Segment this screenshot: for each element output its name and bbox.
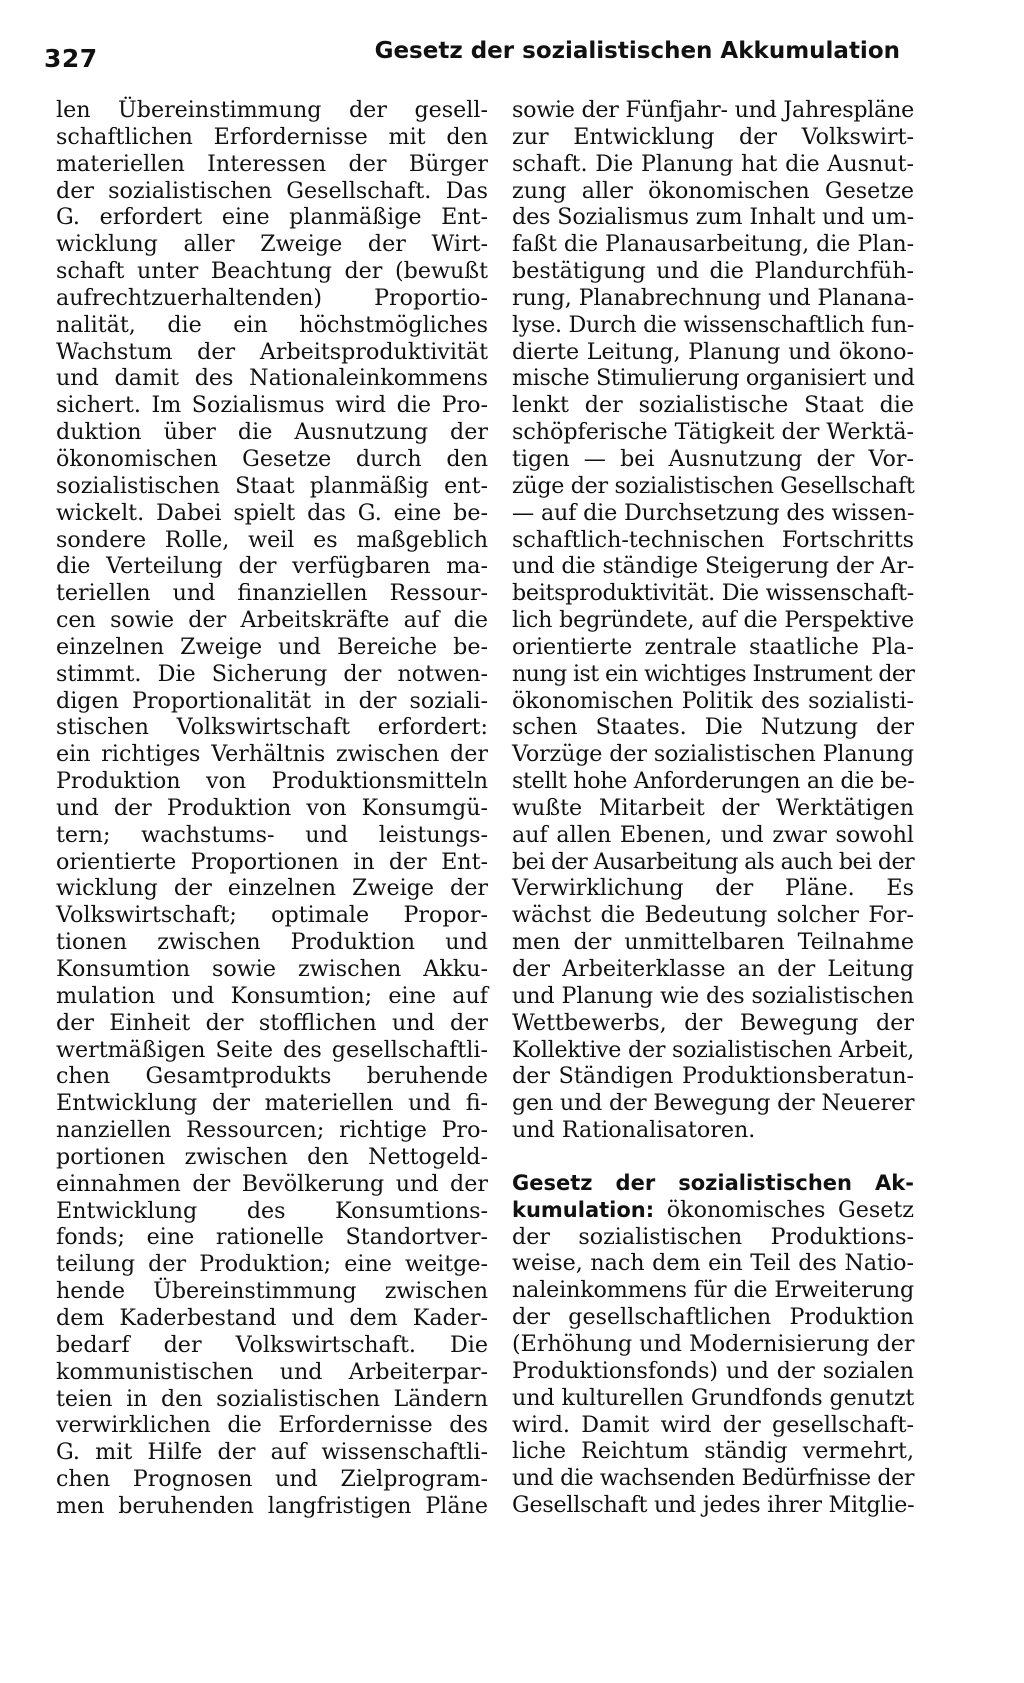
text-line: len Übereinstimmung der gesell-	[56, 97, 488, 123]
text-line: schen Staates. Die Nutzung der	[512, 714, 914, 741]
running-head: Gesetz der sozialistischen Akkumulation	[374, 38, 900, 64]
text-line: sondere Rolle, weil es maßgeblich	[56, 526, 488, 553]
text-line: der Einheit der stofflichen und der	[56, 1009, 488, 1036]
text-line: men beruhenden langfristigen Pläne	[56, 1492, 488, 1519]
text-line: — auf die Durchsetzung des wissen-	[512, 499, 915, 526]
text-line: wertmäßigen Seite des gesellschaftli-	[56, 1036, 488, 1063]
text-line: Gesellschaft und jedes ihrer Mitglie-	[512, 1492, 915, 1519]
text-line: beitsproduktivität. Die wissenschaft-	[512, 580, 914, 607]
text-line: tern; wachstums- und leistungs-	[56, 821, 488, 848]
text-line: auf allen Ebenen, und zwar sowohl	[512, 821, 914, 848]
page-number: 327	[44, 44, 98, 73]
text-line: G. mit Hilfe der auf wissenschaftli-	[56, 1439, 488, 1466]
text-line: Produktionsfonds) und der sozialen	[512, 1357, 914, 1384]
text-line: züge der sozialistischen Gesellschaft	[512, 472, 915, 499]
text-line: und Planung wie des sozialistischen	[512, 982, 914, 1009]
text-line: sichert. Im Sozialismus wird die Pro-	[56, 392, 488, 419]
text-line: wird. Damit wird der gesellschaft-	[512, 1411, 914, 1438]
page-header	[44, 38, 900, 78]
text-line: der gesellschaftlichen Produktion	[512, 1304, 914, 1331]
text-line: rung, Planabrechnung und Planana-	[512, 284, 914, 311]
text-line: duktion über die Ausnutzung der	[56, 419, 488, 446]
left-column	[56, 97, 488, 1520]
text-line: und die wachsenden Bedürfnisse der	[512, 1465, 914, 1492]
text-line: stellt hohe Anforderungen an die be-	[512, 768, 915, 795]
text-line: sozialistischen Staat planmäßig ent-	[56, 472, 488, 499]
text-line: stimmt. Die Sicherung der notwen-	[56, 660, 488, 687]
text-line: teriellen und finanziellen Ressour-	[56, 580, 488, 607]
text-line: Kollektive der sozialistischen Arbeit,	[512, 1036, 914, 1063]
text-line: gen und der Bewegung der Neuerer	[512, 1090, 915, 1117]
entry-term-continued: kumulation:	[512, 1197, 655, 1222]
text-line: schaftlichen Erfordernisse mit den	[56, 123, 488, 150]
text-line: mische Stimulierung organisiert und	[512, 365, 915, 392]
text-line: stischen Volkswirtschaft erfordert:	[56, 714, 488, 741]
entry-definition-start: ökonomisches Gesetz	[654, 1196, 914, 1223]
text-line: weise, nach dem ein Teil des Natio-	[512, 1250, 914, 1277]
text-line: sowie der Fünfjahr- und Jahrespläne	[512, 97, 914, 123]
text-line: chen Prognosen und Zielprogram-	[56, 1466, 488, 1493]
right-column	[512, 97, 914, 1519]
text-line: fonds; eine rationelle Standortver-	[56, 1224, 488, 1251]
text-line: dierte Leitung, Planung und ökono-	[512, 338, 914, 365]
text-line: naleinkommens für die Erweiterung	[512, 1277, 915, 1304]
text-line: tionen zwischen Produktion und	[56, 929, 488, 956]
text-line: wächst die Bedeutung solcher For-	[512, 902, 914, 929]
text-line: dem Kaderbestand und dem Kader-	[56, 1304, 488, 1331]
text-line: Verwirklichung der Pläne. Es	[512, 875, 914, 902]
text-line: schaft. Die Planung hat die Ausnut-	[512, 150, 914, 177]
text-line: teien in den sozialistischen Ländern	[56, 1385, 488, 1412]
text-line: nung ist ein wichtiges Instrument der	[512, 660, 915, 687]
text-line: ein richtiges Verhältnis zwischen der	[56, 741, 488, 768]
text-line: orientierte zentrale staatliche Pla-	[512, 633, 914, 660]
text-line: bedarf der Volkswirtschaft. Die	[56, 1331, 488, 1358]
text-line: orientierte Proportionen in der Ent-	[56, 848, 488, 875]
text-line: schöpferische Tätigkeit der Werktä-	[512, 419, 914, 446]
text-line: wickelt. Dabei spielt das G. eine be-	[56, 499, 488, 526]
text-line: zur Entwicklung der Volkswirt-	[512, 123, 914, 150]
text-line: lyse. Durch die wissenschaftlich fun-	[512, 311, 915, 338]
text-line: verwirklichen die Erfordernisse des	[56, 1412, 488, 1439]
text-line: Wettbewerbs, der Bewegung der	[512, 1009, 914, 1036]
text-line: zung aller ökonomischen Gesetze	[512, 177, 914, 204]
text-line: mulation und Konsumtion; eine auf	[56, 982, 488, 1009]
text-line: Entwicklung des Konsumtions-	[56, 1197, 488, 1224]
text-line: materiellen Interessen der Bürger	[56, 150, 488, 177]
text-line: nalität, die ein höchstmögliches	[56, 311, 488, 338]
text-line: und kulturellen Grundfonds genutzt	[512, 1384, 915, 1411]
text-line: nanziellen Ressourcen; richtige Pro-	[56, 1117, 488, 1144]
text-line: wicklung aller Zweige der Wirt-	[56, 231, 488, 258]
entry-term-line	[512, 1170, 914, 1197]
text-line: Konsumtion sowie zwischen Akku-	[56, 956, 488, 982]
text-line: (Erhöhung und Modernisierung der	[512, 1330, 915, 1357]
text-line: bei der Ausarbeitung als auch bei der	[512, 848, 914, 875]
text-line: portionen zwischen den Nettogeld-	[56, 1143, 488, 1170]
text-line: einnahmen der Bevölkerung und der	[56, 1170, 488, 1197]
text-line: der sozialistischen Produktions-	[512, 1223, 914, 1250]
text-line: tigen — bei Ausnutzung der Vor-	[512, 445, 914, 472]
text-line: Volkswirtschaft; optimale Propor-	[56, 902, 488, 929]
entry-term: Gesetz der sozialistischen Ak-	[512, 1170, 914, 1195]
text-line: wicklung der einzelnen Zweige der	[56, 875, 488, 902]
text-line: ökonomischen Politik des sozialisti-	[512, 687, 914, 714]
text-line: chen Gesamtprodukts beruhende	[56, 1063, 488, 1090]
text-line: hende Übereinstimmung zwischen	[56, 1278, 488, 1305]
text-line: und Rationalisatoren.	[512, 1117, 756, 1144]
text-line: lich begründete, auf die Perspektive	[512, 607, 914, 634]
text-line: Vorzüge der sozialistischen Planung	[512, 741, 914, 768]
text-line: bestätigung und die Plandurchfüh-	[512, 258, 914, 285]
text-line: einzelnen Zweige und Bereiche be-	[56, 633, 488, 660]
text-line: teilung der Produktion; eine weitge-	[56, 1251, 488, 1278]
text-line: wußte Mitarbeit der Werktätigen	[512, 794, 914, 821]
entry-term-definition-line	[512, 1197, 914, 1224]
text-line: digen Proportionalität in der soziali-	[56, 687, 488, 714]
text-line: G. erfordert eine planmäßige Ent-	[56, 204, 488, 231]
text-line: aufrechtzuerhaltenden) Proportio-	[56, 284, 488, 311]
dictionary-entry	[512, 1170, 914, 1519]
text-line: liche Reichtum ständig vermehrt,	[512, 1438, 914, 1465]
text-line: Entwicklung der materiellen und fi-	[56, 1090, 488, 1117]
text-line: lenkt der sozialistische Staat die	[512, 392, 914, 419]
text-line: und der Produktion von Konsumgü-	[56, 794, 488, 821]
text-line: schaft unter Beachtung der (bewußt	[56, 258, 488, 285]
text-line: der Arbeiterklasse an der Leitung	[512, 956, 914, 982]
text-line: schaftlich-technischen Fortschritts	[512, 526, 914, 553]
text-line: Produktion von Produktionsmitteln	[56, 768, 488, 795]
paragraph-gap	[512, 1144, 914, 1170]
text-line: cen sowie der Arbeitskräfte auf die	[56, 607, 488, 634]
text-line: ökonomischen Gesetze durch den	[56, 445, 488, 472]
text-line: der Ständigen Produktionsberatun-	[512, 1063, 914, 1090]
text-line: und damit des Nationaleinkommens	[56, 365, 488, 392]
text-line: men der unmittelbaren Teilnahme	[512, 929, 914, 956]
text-line: des Sozialismus zum Inhalt und um-	[512, 204, 914, 231]
text-line: faßt die Planausarbeitung, die Plan-	[512, 231, 914, 258]
text-line: kommunistischen und Arbeiterpar-	[56, 1358, 488, 1385]
text-line: die Verteilung der verfügbaren ma-	[56, 553, 488, 580]
text-line: und die ständige Steigerung der Ar-	[512, 553, 915, 580]
text-line: Wachstum der Arbeitsproduktivität	[56, 338, 488, 365]
text-line: der sozialistischen Gesellschaft. Das	[56, 177, 488, 204]
